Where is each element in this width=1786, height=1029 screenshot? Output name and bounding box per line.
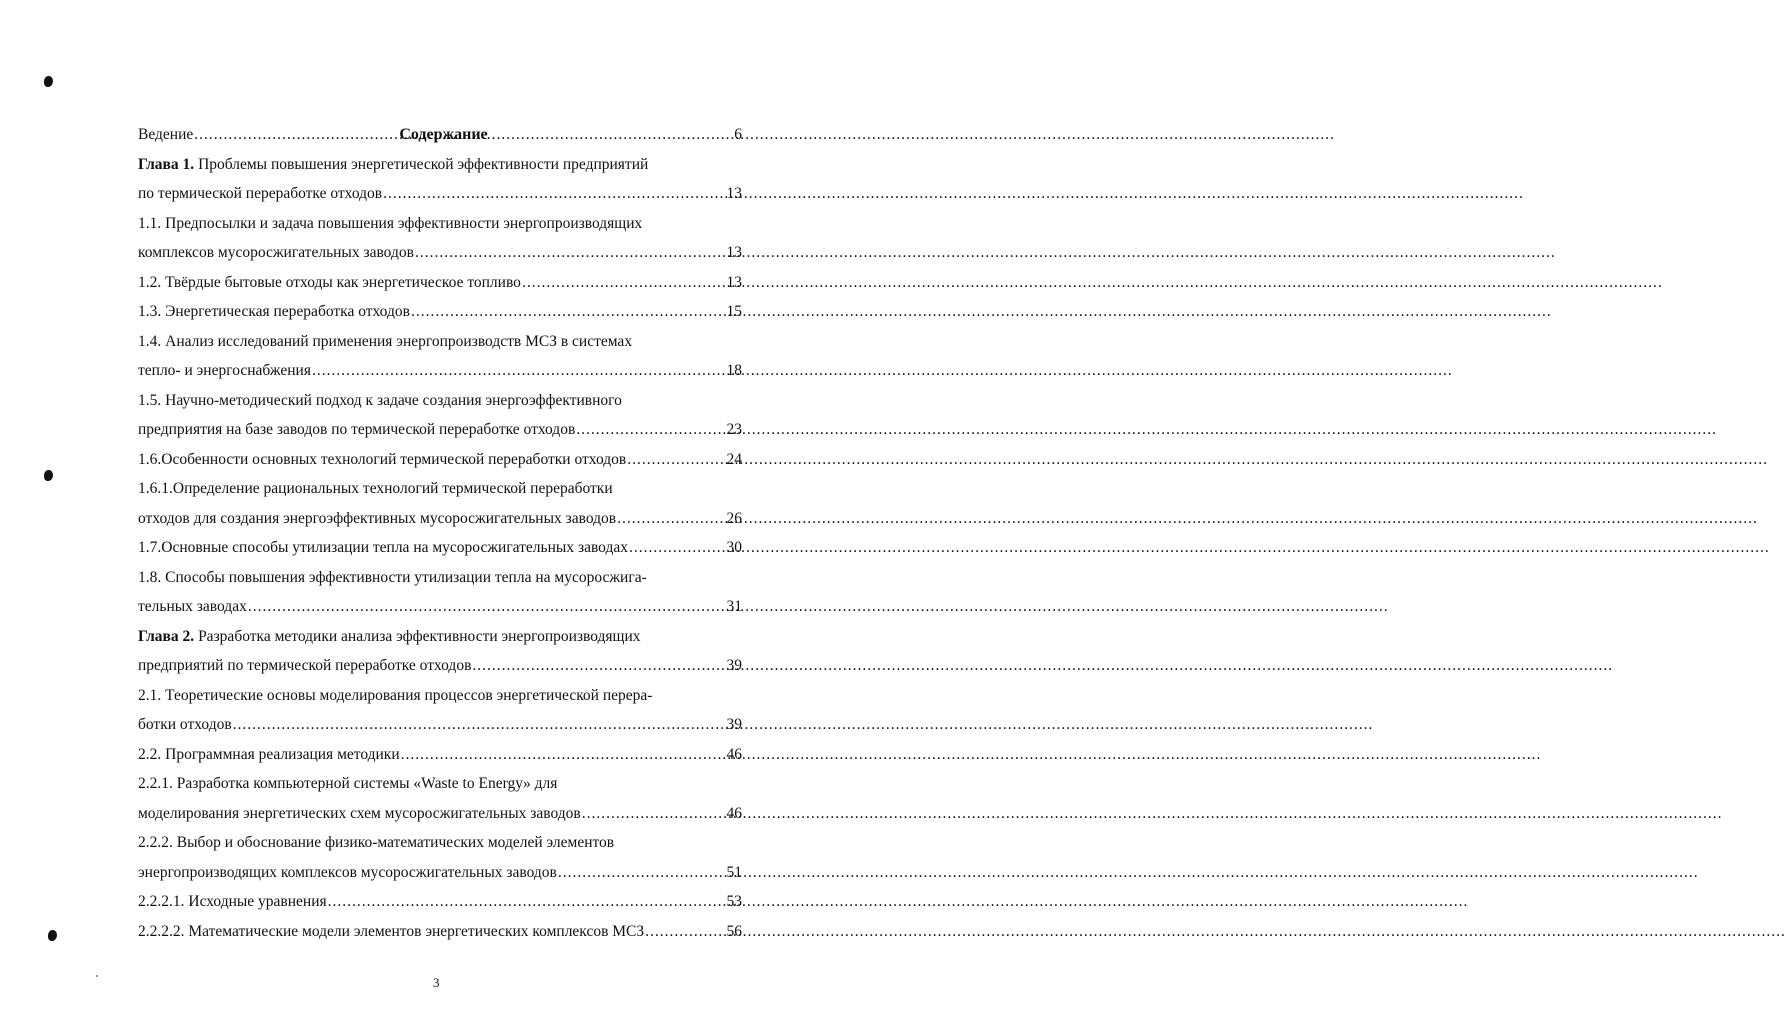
dot-leader xyxy=(233,710,726,740)
toc-entry xyxy=(138,268,742,298)
toc-page-number: 30 xyxy=(726,539,742,556)
toc-entry xyxy=(138,297,742,327)
toc-entry-title xyxy=(138,887,327,917)
chapter-label: Глава 2. xyxy=(138,627,195,645)
scan-speck xyxy=(96,975,98,977)
toc-entry xyxy=(138,828,742,858)
toc-entry-text: Ведение xyxy=(138,126,194,143)
toc-entry xyxy=(138,474,742,504)
toc-entry xyxy=(138,917,742,947)
toc-entry xyxy=(138,445,742,475)
toc-entry-title xyxy=(138,445,626,475)
toc-entry-title xyxy=(138,533,628,563)
toc-entry-title xyxy=(138,681,652,711)
dot-leader xyxy=(328,887,726,917)
toc-page-number: 46 xyxy=(726,804,742,822)
dot-leader xyxy=(558,858,726,888)
toc-entry-title xyxy=(138,563,647,593)
toc-page-number: 56 xyxy=(726,922,742,940)
toc-entry-title xyxy=(138,238,414,268)
toc-entry xyxy=(138,622,742,652)
toc-page-number: 53 xyxy=(726,893,742,910)
toc-entry-title xyxy=(138,858,557,888)
toc-entry xyxy=(138,238,742,268)
toc-entry-text: 2.2.2.1. Исходные уравнения xyxy=(138,893,327,910)
chapter-label: Глава 1. xyxy=(138,155,195,173)
toc-entry xyxy=(138,592,742,622)
toc-entry-text: предприятия на базе заводов по термической переработке отходов xyxy=(138,421,576,438)
toc-entry-title xyxy=(138,120,193,150)
toc-entry xyxy=(138,769,742,799)
toc-entry xyxy=(138,799,742,829)
toc-entry-title xyxy=(138,799,581,829)
dot-leader xyxy=(629,533,726,563)
dot-leader xyxy=(576,415,725,445)
toc-entry-title xyxy=(138,622,641,652)
toc-entry-title xyxy=(138,740,400,770)
toc-page-number: 31 xyxy=(726,598,742,615)
toc-entry xyxy=(138,651,742,681)
toc-page-number: 13 xyxy=(726,185,742,202)
dot-leader xyxy=(415,238,726,268)
binder-hole-mark xyxy=(48,930,57,941)
toc-entry-text: тепло- и энергоснабжения xyxy=(138,362,311,379)
toc-entry-text: 1.8. Способы повышения эффективности утилизации тепла на мусоросжига- xyxy=(138,568,647,586)
toc-page-number: 13 xyxy=(726,273,742,291)
toc-entry-text: Разработка методики анализа эффективности энергопроизводящих xyxy=(194,627,641,645)
dot-leader xyxy=(312,356,726,386)
toc-entry-title xyxy=(138,386,622,416)
toc-entry-title xyxy=(138,150,648,180)
toc-entry-text: 1.6.Особенности основных технологий термической переработки отходов xyxy=(138,450,627,468)
toc-entry-text: 1.1. Предпосылки и задача повышения эффективности энергопроизводящих xyxy=(138,214,643,232)
dot-leader xyxy=(645,917,725,947)
toc-entry-text: 1.7.Основные способы утилизации тепла на мусоросжигательных заводах xyxy=(138,539,628,556)
binder-hole-mark xyxy=(44,76,53,87)
toc-entry xyxy=(138,120,742,150)
toc-entry xyxy=(138,710,742,740)
toc-entry-title xyxy=(138,356,311,386)
toc-entry-text: комплексов мусоросжигательных заводов xyxy=(138,244,414,261)
toc-page-number: 51 xyxy=(726,863,742,881)
dot-leader xyxy=(411,297,726,327)
toc-entry-title xyxy=(138,504,616,534)
toc-entry-title xyxy=(138,327,632,357)
dot-leader xyxy=(248,592,726,622)
toc-entry xyxy=(138,858,742,888)
toc-page-number: 18 xyxy=(726,362,742,379)
toc-entry-text: 1.6.1.Определение рациональных технологий термической переработки xyxy=(138,480,613,497)
toc-page-number: 46 xyxy=(726,745,742,763)
table-of-contents xyxy=(138,120,742,946)
toc-entry-text: 1.5. Научно-методический подход к задаче создания энергоэффективного xyxy=(138,391,622,409)
toc-entry-text: Проблемы повышения энергетической эффективности предприятий xyxy=(194,155,649,173)
page-number: 3 xyxy=(433,975,440,990)
toc-page-number: 15 xyxy=(726,303,742,320)
toc-page-number: 26 xyxy=(726,509,742,527)
toc-entry-title xyxy=(138,592,247,622)
toc-entry-text: ботки отходов xyxy=(138,716,232,733)
dot-leader xyxy=(383,179,725,209)
toc-entry-title xyxy=(138,651,471,681)
toc-entry-title xyxy=(138,710,232,740)
toc-entry-title xyxy=(138,209,642,239)
toc-entry-text: 1.2. Твёрдые бытовые отходы как энергетическое топливо xyxy=(138,273,521,291)
toc-entry-title xyxy=(138,917,644,947)
dot-leader xyxy=(401,740,726,770)
toc-entry-text: моделирования энергетических схем мусоросжигательных заводов xyxy=(138,804,581,822)
toc-entry xyxy=(138,209,742,239)
toc-entry-title xyxy=(138,297,410,327)
dot-leader xyxy=(627,445,725,475)
toc-page-number: 24 xyxy=(726,450,742,468)
toc-entry xyxy=(138,150,742,180)
dot-leader xyxy=(617,504,725,534)
toc-entry xyxy=(138,386,742,416)
dot-leader xyxy=(582,799,726,829)
toc-entry-text: 2.2. Программная реализация методики xyxy=(138,745,400,763)
toc-entry-text: отходов для создания энергоэффективных мусоросжигательных заводов xyxy=(138,509,617,527)
toc-entry xyxy=(138,179,742,209)
toc-entry-text: 2.1. Теоретические основы моделирования процессов энергетической перера- xyxy=(138,686,653,704)
toc-entry-text: 1.4. Анализ исследований применения энергопроизводств МСЗ в системах xyxy=(138,332,633,350)
toc-entry xyxy=(138,681,742,711)
toc-entry-title xyxy=(138,769,557,799)
toc-entry xyxy=(138,563,742,593)
toc-entry-text: 2.2.2. Выбор и обоснование физико-математических моделей элементов xyxy=(138,834,615,851)
toc-entry-text: 2.2.2.2. Математические модели элементов энергетических комплексов МСЗ xyxy=(138,922,645,940)
toc-entry xyxy=(138,887,742,917)
toc-entry xyxy=(138,327,742,357)
toc-entry-title xyxy=(138,179,382,209)
toc-entry-title xyxy=(138,828,614,858)
toc-page-number: 13 xyxy=(726,244,742,261)
binder-hole-mark xyxy=(44,470,53,481)
dot-leader xyxy=(522,268,726,298)
toc-entry-text: по термической переработке отходов xyxy=(138,185,383,202)
toc-entry-text: 1.3. Энергетическая переработка отходов xyxy=(138,303,410,320)
toc-page-number: 23 xyxy=(726,421,742,438)
toc-entry-title xyxy=(138,415,575,445)
toc-entry xyxy=(138,415,742,445)
toc-entry xyxy=(138,504,742,534)
page-title: Содержание xyxy=(399,126,488,143)
toc-entry-text: энергопроизводящих комплексов мусоросжигательных заводов xyxy=(138,863,557,881)
toc-entry xyxy=(138,533,742,563)
dot-leader xyxy=(472,651,725,681)
toc-entry-text: предприятий по термической переработке отходов xyxy=(138,657,472,674)
toc-entry-title xyxy=(138,268,521,298)
toc-entry xyxy=(138,740,742,770)
toc-page-number: 6 xyxy=(734,126,742,143)
toc-page-number: 39 xyxy=(726,716,742,733)
dot-leader xyxy=(194,120,733,150)
toc-entry xyxy=(138,356,742,386)
toc-entry-text: 2.2.1. Разработка компьютерной системы «Waste to Energy» для xyxy=(138,775,558,792)
toc-entry-text: тельных заводах xyxy=(138,598,247,615)
toc-page-number: 39 xyxy=(726,657,742,674)
toc-entry-title xyxy=(138,474,613,504)
